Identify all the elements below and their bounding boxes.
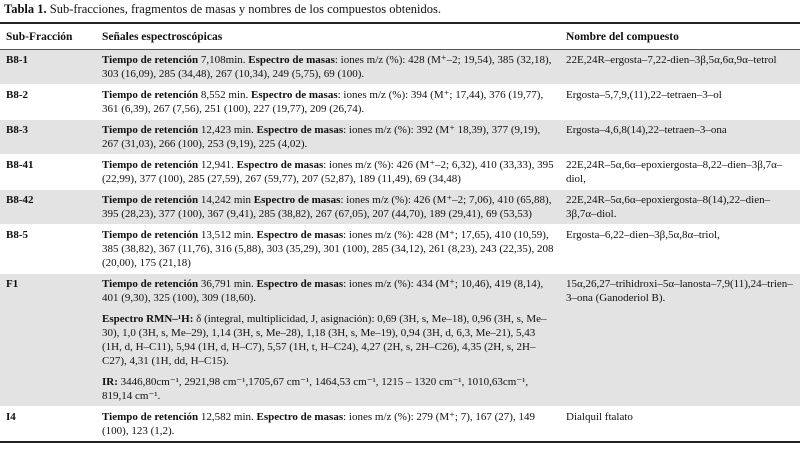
- compounds-table: [0, 22, 800, 443]
- table-row: [0, 155, 800, 190]
- mass-spectrum-values: : iones m/z (%): 434 (M⁺; 10,46), 419 (8,14), 401 (9,30), 325 (100), 309 (18,60).: [102, 278, 544, 304]
- retention-label: Tiempo de retención: [102, 411, 199, 423]
- compound-name: Ergosta–4,6,8(14),22–tetraen–3–ona: [560, 120, 800, 155]
- retention-value: 12,582 min.: [198, 411, 257, 423]
- spectroscopic-signals: [96, 120, 560, 155]
- retention-value: 13,512 min.: [198, 229, 257, 241]
- subfraction-id: F1: [0, 274, 96, 407]
- retention-label: Tiempo de retención: [102, 54, 199, 66]
- retention-value: 12,423 min.: [198, 124, 257, 136]
- compound-name: Dialquil ftalato: [560, 407, 800, 443]
- spectroscopic-signals: [96, 225, 560, 274]
- compound-name: 22E,24R–ergosta–7,22-dien–3β,5α,6α,9α–tetrol: [560, 50, 800, 85]
- spectroscopic-signals: [96, 407, 560, 443]
- spectroscopic-signals: [96, 50, 560, 85]
- subfraction-id: B8-5: [0, 225, 96, 274]
- mass-spectrum-label: Espectro de masas: [256, 278, 344, 290]
- retention-value: 7,108min.: [198, 54, 249, 66]
- mass-spectrum-label: Espectro de masas: [256, 124, 344, 136]
- spectroscopic-signals: [96, 155, 560, 190]
- subfraction-id: I4: [0, 407, 96, 443]
- compound-name: 22E,24R–5α,6α–epoxiergosta–8,22–dien–3β,7α–diol,: [560, 155, 800, 190]
- subfraction-id: B8-1: [0, 50, 96, 85]
- compound-name: 15α,26,27–trihidroxi–5α–lanosta–7,9(11),24–trien–3–ona (Ganoderiol B).: [560, 274, 800, 407]
- table-row: [0, 50, 800, 85]
- nmr-values: δ (integral, multiplicidad, J, asignación): 0,69 (3H, s, Me–18), 0,96 (3H, s, Me–30), 1,0 (3H, s, Me–29), 1,14 (3H, s, Me–28), 1,18 (3H, s, Me–19), 0,94 (3H, d, 6,3, Me–21), 5,43 (1H, d, H–C11), 5,94 (1H, d, H–C7), 5,57 (1H, t, H–C24), 4,27 (2H, s, 2H–C26), 4,35 (2H, s, 2H–C27), 4,31 (1H, dd, H–C15).: [102, 313, 547, 367]
- subfraction-id: B8-41: [0, 155, 96, 190]
- table-row: [0, 120, 800, 155]
- mass-spectrum-values: : iones m/z (%): 394 (M⁺; 17,44), 376 (19,77), 361 (6,39), 267 (7,56), 251 (100), 227 (19,77), 209 (26,74).: [102, 89, 544, 115]
- mass-spectrum-label: Espectro de masas: [253, 194, 341, 206]
- spectroscopic-signals: [96, 85, 560, 120]
- table-caption: [4, 2, 441, 17]
- mass-spectrum-values: : iones m/z (%): 426 (M⁺–2; 6,32), 410 (33,33), 395 (22,99), 377 (100), 285 (27,59), 267 (59,77), 207 (52,87), 189 (11,49), 69 (34,48): [102, 159, 554, 185]
- table-header-row: [0, 23, 800, 50]
- mass-spectrum-values: : iones m/z (%): 428 (M⁺; 17,65), 410 (10,59), 385 (38,82), 367 (11,76), 316 (5,88), 303 (35,29), 301 (100), 285 (34,12), 261 (8,23), 243 (22,35), 208 (20,00), 175 (21,18): [102, 229, 554, 269]
- mass-spectrum-label: Espectro de masas: [248, 54, 335, 66]
- header-compound-name: Nombre del compuesto: [560, 23, 800, 50]
- ir-label: IR:: [102, 376, 118, 388]
- subfraction-id: B8-42: [0, 190, 96, 225]
- mass-spectrum-values: : iones m/z (%): 426 (M⁺–2; 7,06), 410 (65,88), 395 (28,23), 377 (100), 367 (9,41), 285 (38,82), 267 (67,05), 207 (44,70), 189 (29,41), 69 (53,53): [102, 194, 552, 220]
- retention-label: Tiempo de retención: [102, 278, 199, 290]
- subfraction-id: B8-3: [0, 120, 96, 155]
- mass-spectrum-label: Espectro de masas: [256, 229, 344, 241]
- nmr-label: Espectro RMN–¹H:: [102, 313, 194, 325]
- mass-spectrum-label: Espectro de masas: [236, 159, 324, 171]
- mass-spectrum-label: Espectro de masas: [256, 411, 344, 423]
- spectroscopic-signals: [96, 274, 560, 407]
- caption-text: Sub-fracciones, fragmentos de masas y nombres de los compuestos obtenidos.: [46, 2, 441, 16]
- caption-label: Tabla 1.: [4, 2, 47, 16]
- table-row: [0, 274, 800, 407]
- header-signals: Señales espectroscópicas: [96, 23, 560, 50]
- retention-label: Tiempo de retención: [102, 159, 199, 171]
- mass-spectrum-values: : iones m/z (%): 428 (M⁺–2; 19,54), 385 (32,18), 303 (16,09), 285 (34,48), 267 (10,34), 249 (5,75), 69 (100).: [102, 54, 552, 80]
- mass-spectrum-label: Espectro de masas: [251, 89, 338, 101]
- retention-value: 8,552 min.: [198, 89, 252, 101]
- compound-name: 22E,24R–5α,6α–epoxiergosta–8(14),22–dien–3β,7α–diol.: [560, 190, 800, 225]
- compound-name: Ergosta–6,22–dien–3β,5α,8α–triol,: [560, 225, 800, 274]
- retention-label: Tiempo de retención: [102, 194, 199, 206]
- retention-label: Tiempo de retención: [102, 124, 199, 136]
- retention-label: Tiempo de retención: [102, 89, 199, 101]
- header-subfraction: Sub-Fracción: [0, 23, 96, 50]
- ir-values: 3446,80cm⁻¹, 2921,98 cm⁻¹,1705,67 cm⁻¹, 1464,53 cm⁻¹, 1215 – 1320 cm⁻¹, 1010,63cm⁻¹, 819,14 cm⁻¹.: [102, 376, 529, 402]
- spectroscopic-signals: [96, 190, 560, 225]
- table-row: [0, 407, 800, 443]
- retention-label: Tiempo de retención: [102, 229, 199, 241]
- table-row: [0, 190, 800, 225]
- mass-spectrum-values: : iones m/z (%): 392 (M⁺ 18,39), 377 (9,19), 267 (31,03), 266 (100), 253 (9,19), 225 (4,02).: [102, 124, 541, 150]
- retention-value: 14,242 min: [198, 194, 254, 206]
- compound-name: Ergosta–5,7,9,(11),22–tetraen–3–ol: [560, 85, 800, 120]
- retention-value: 36,791 min.: [198, 278, 257, 290]
- table-row: [0, 225, 800, 274]
- subfraction-id: B8-2: [0, 85, 96, 120]
- mass-spectrum-values: : iones m/z (%): 279 (M⁺; 7), 167 (27), 149 (100), 123 (1,2).: [102, 411, 535, 437]
- retention-value: 12,941.: [198, 159, 237, 171]
- table-row: [0, 85, 800, 120]
